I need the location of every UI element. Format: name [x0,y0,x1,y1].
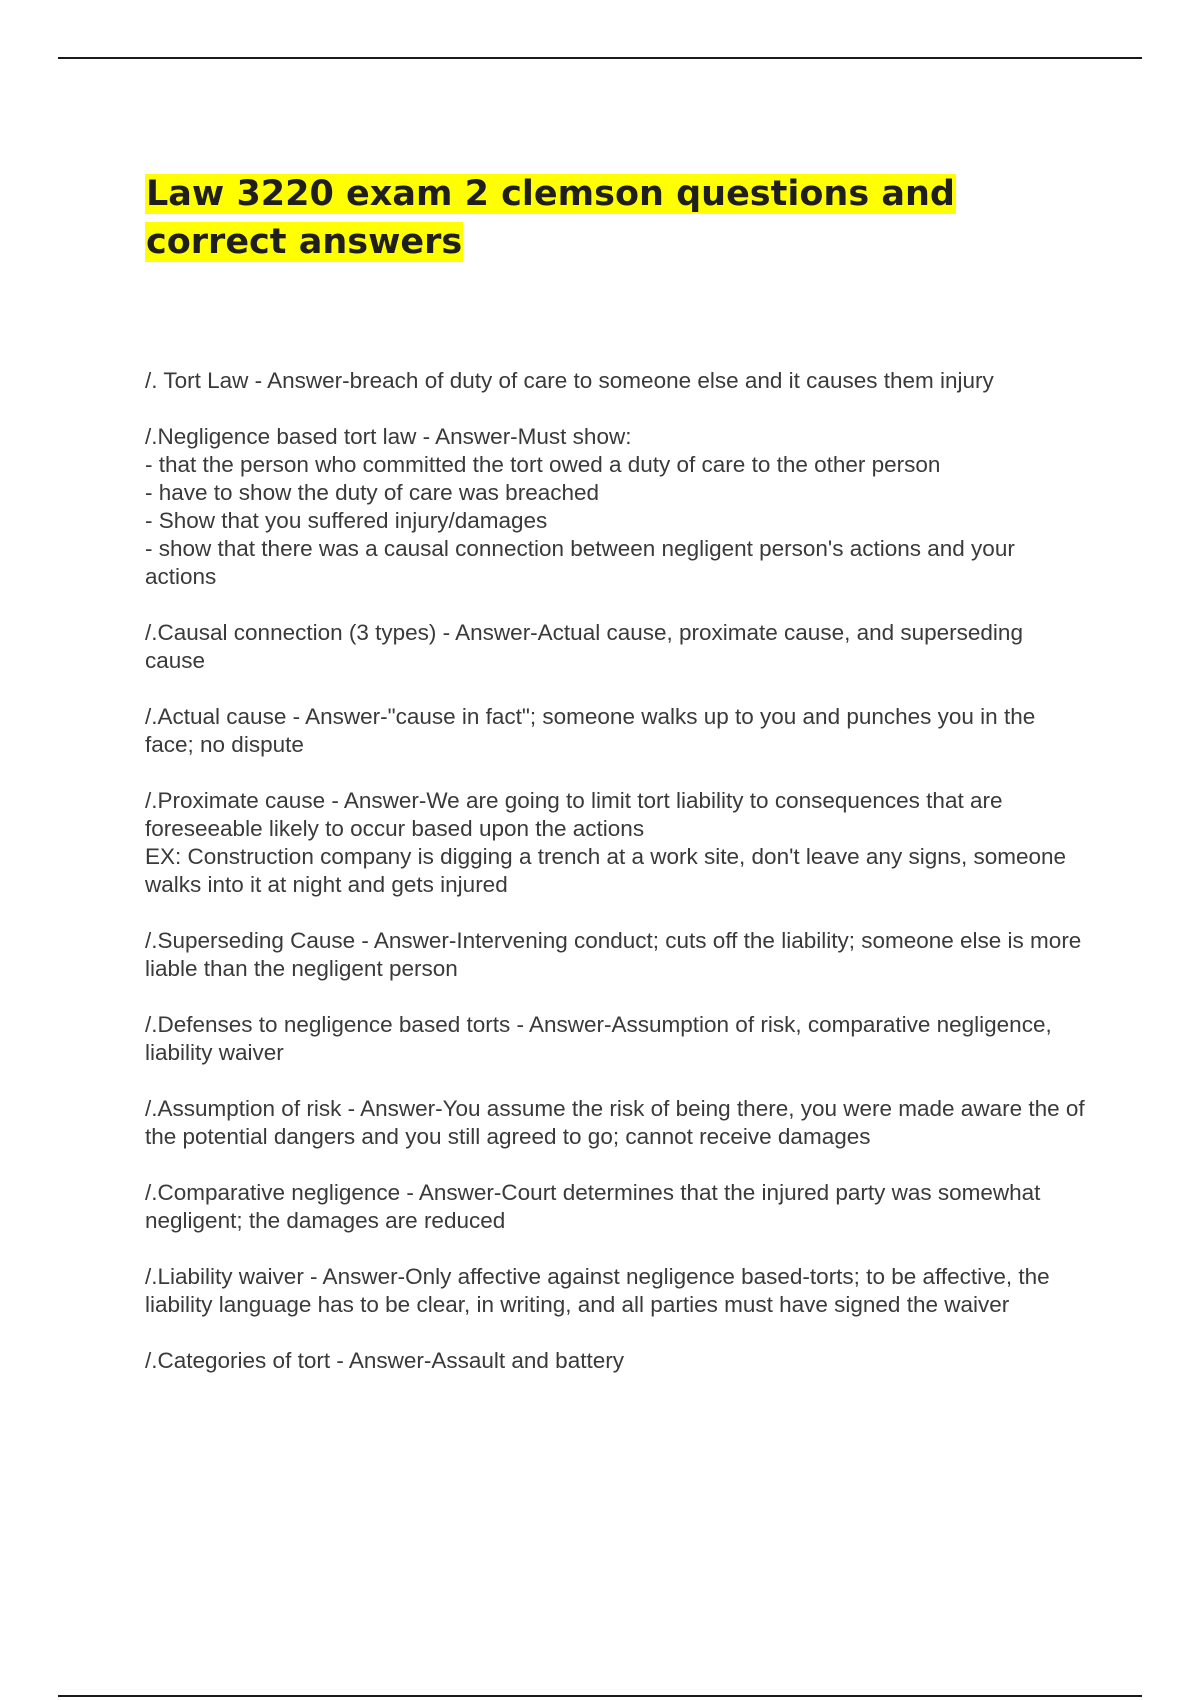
qa-item-causal-connection: /.Causal connection (3 types) - Answer-Actual cause, proximate cause, and superseding cause [145,620,1023,673]
qa-item-proximate-cause: /.Proximate cause - Answer-We are going to limit tort liability to consequences that are foreseeable likely to occur based upon the actions EX: Construction company is digging a trench at a work site, don't leave any signs, someone walks into it at night and gets injured [145,788,1067,897]
qa-item-defenses: /.Defenses to negligence based torts - Answer-Assumption of risk, comparative negligence, liability waiver [145,1012,1052,1065]
qa-item-superseding-cause: /.Superseding Cause - Answer-Intervening conduct; cuts off the liability; someone else is more liable than the negligent person [145,928,1082,981]
title-highlight: Law 3220 exam 2 clemson questions and correct answers [146,174,955,262]
document-title [145,170,1005,266]
qa-item-liability-waiver: /.Liability waiver - Answer-Only affective against negligence based-torts; to be affective, the liability language has to be clear, in writing, and all parties must have signed the waiver [145,1264,1050,1317]
bottom-rule [58,1695,1142,1697]
top-rule [58,57,1142,59]
qa-item-tort-law: /. Tort Law - Answer-breach of duty of care to someone else and it causes them injury [145,368,994,393]
qa-item-actual-cause: /.Actual cause - Answer-"cause in fact"; someone walks up to you and punches you in the face; no dispute [145,704,1036,757]
qa-item-negligence-based-tort-law: /.Negligence based tort law - Answer-Must show: - that the person who committed the tort owed a duty of care to the other person - have to show the duty of care was breached - Show that you suffered injury/damages - show that there was a causal connection between negligent person's actions and your actions [145,424,1015,589]
qa-item-categories-of-tort: /.Categories of tort - Answer-Assault and battery [145,1348,624,1373]
qa-item-assumption-of-risk: /.Assumption of risk - Answer-You assume the risk of being there, you were made aware the of the potential dangers and you still agreed to go; cannot receive damages [145,1096,1085,1149]
qa-list [145,367,1085,1403]
title-block [145,170,1005,266]
qa-item-comparative-negligence: /.Comparative negligence - Answer-Court determines that the injured party was somewhat negligent; the damages are reduced [145,1180,1041,1233]
